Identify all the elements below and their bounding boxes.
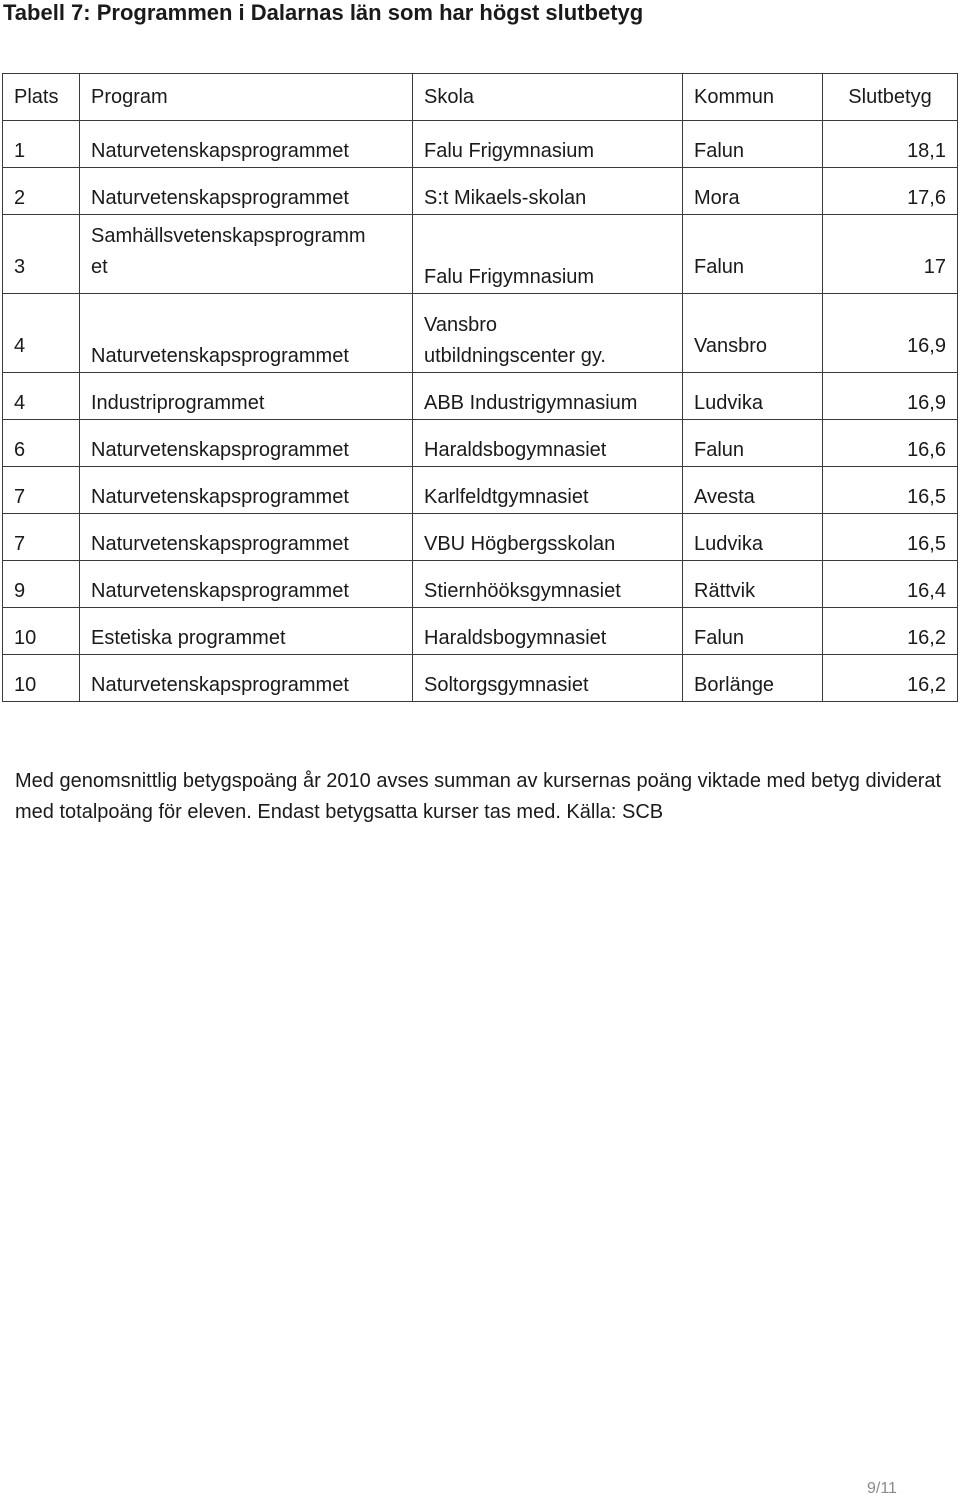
cell-kommun: Falun (683, 121, 823, 168)
cell-plats: 3 (3, 215, 80, 294)
cell-slutbetyg: 18,1 (823, 121, 958, 168)
cell-skola-line: Karlfeldtgymnasiet (424, 486, 589, 508)
cell-program-line: Industriprogrammet (91, 392, 265, 414)
table-row (3, 373, 958, 420)
cell-program (80, 655, 413, 702)
table-row (3, 215, 958, 294)
cell-kommun: Falun (683, 608, 823, 655)
cell-kommun: Vansbro (683, 294, 823, 373)
cell-skola (413, 561, 683, 608)
cell-program (80, 420, 413, 467)
cell-skola (413, 467, 683, 514)
cell-skola (413, 215, 683, 294)
cell-kommun: Ludvika (683, 514, 823, 561)
cell-kommun: Borlänge (683, 655, 823, 702)
cell-skola-line: ABB Industrigymnasium (424, 392, 638, 414)
cell-skola-line: Stiernhööksgymnasiet (424, 580, 621, 602)
cell-skola (413, 294, 683, 373)
cell-skola-line: Vansbro (424, 314, 498, 336)
cell-plats: 6 (3, 420, 80, 467)
table-row (3, 121, 958, 168)
cell-plats: 7 (3, 467, 80, 514)
cell-plats: 1 (3, 121, 80, 168)
cell-kommun: Ludvika (683, 373, 823, 420)
cell-skola (413, 514, 683, 561)
cell-program-line: Samhällsvetenskapsprogramm (91, 225, 366, 247)
cell-skola (413, 420, 683, 467)
table-body (3, 121, 958, 702)
cell-kommun: Avesta (683, 467, 823, 514)
cell-slutbetyg: 16,5 (823, 514, 958, 561)
table-row (3, 420, 958, 467)
header-skola: Skola (413, 74, 683, 121)
cell-program (80, 608, 413, 655)
cell-slutbetyg: 16,9 (823, 294, 958, 373)
cell-kommun: Falun (683, 420, 823, 467)
page-title: Tabell 7: Programmen i Dalarnas län som har högst slutbetyg (3, 0, 644, 25)
cell-skola-line: S:t Mikaels-skolan (424, 187, 587, 209)
cell-program (80, 121, 413, 168)
table-header-row (3, 74, 958, 121)
cell-skola-line: Falu Frigymnasium (424, 266, 595, 288)
cell-slutbetyg: 16,9 (823, 373, 958, 420)
cell-plats: 4 (3, 294, 80, 373)
cell-skola-line: Haraldsbogymnasiet (424, 439, 607, 461)
cell-program (80, 168, 413, 215)
cell-program-line: Naturvetenskapsprogrammet (91, 345, 349, 367)
table-row (3, 467, 958, 514)
cell-plats: 10 (3, 655, 80, 702)
cell-program-line: Naturvetenskapsprogrammet (91, 140, 349, 162)
header-kommun: Kommun (683, 74, 823, 121)
cell-program-line: Naturvetenskapsprogrammet (91, 580, 349, 602)
cell-program-line: Naturvetenskapsprogrammet (91, 439, 349, 461)
cell-skola-line: utbildningscenter gy. (424, 345, 606, 367)
cell-slutbetyg: 16,2 (823, 655, 958, 702)
table-row (3, 514, 958, 561)
cell-skola (413, 168, 683, 215)
cell-skola-line: Falu Frigymnasium (424, 140, 595, 162)
cell-program-line: et (91, 256, 108, 278)
cell-plats: 10 (3, 608, 80, 655)
cell-plats: 9 (3, 561, 80, 608)
table-row (3, 294, 958, 373)
cell-skola-line: Soltorgsgymnasiet (424, 674, 589, 696)
cell-program-line: Naturvetenskapsprogrammet (91, 187, 349, 209)
header-slutbetyg: Slutbetyg (823, 74, 958, 121)
cell-skola-line: VBU Högbergsskolan (424, 533, 616, 555)
cell-slutbetyg: 16,5 (823, 467, 958, 514)
cell-program (80, 294, 413, 373)
cell-program (80, 373, 413, 420)
cell-program (80, 561, 413, 608)
cell-plats: 2 (3, 168, 80, 215)
cell-program (80, 467, 413, 514)
cell-skola (413, 373, 683, 420)
cell-program (80, 514, 413, 561)
cell-kommun: Falun (683, 215, 823, 294)
cell-plats: 4 (3, 373, 80, 420)
header-plats: Plats (3, 74, 80, 121)
cell-kommun: Rättvik (683, 561, 823, 608)
cell-kommun: Mora (683, 168, 823, 215)
data-table (2, 73, 958, 702)
cell-program (80, 215, 413, 294)
header-program: Program (80, 74, 413, 121)
cell-slutbetyg: 17,6 (823, 168, 958, 215)
cell-skola (413, 121, 683, 168)
cell-slutbetyg: 16,2 (823, 608, 958, 655)
cell-skola-line: Haraldsbogymnasiet (424, 627, 607, 649)
cell-program-line: Estetiska programmet (91, 627, 286, 649)
cell-program-line: Naturvetenskapsprogrammet (91, 486, 349, 508)
cell-skola (413, 655, 683, 702)
cell-plats: 7 (3, 514, 80, 561)
cell-program-line: Naturvetenskapsprogrammet (91, 533, 349, 555)
table-row (3, 608, 958, 655)
page-number: 9/11 (867, 1480, 897, 1497)
cell-slutbetyg: 17 (823, 215, 958, 294)
cell-slutbetyg: 16,6 (823, 420, 958, 467)
cell-skola (413, 608, 683, 655)
table-row (3, 168, 958, 215)
table-row (3, 561, 958, 608)
table-row (3, 655, 958, 702)
cell-slutbetyg: 16,4 (823, 561, 958, 608)
cell-program-line: Naturvetenskapsprogrammet (91, 674, 349, 696)
footnote: Med genomsnittlig betygspoäng år 2010 avses summan av kursernas poäng viktade med betyg dividerat med totalpoäng för eleven. Endast betygsatta kurser tas med. Källa: SCB (15, 770, 942, 823)
